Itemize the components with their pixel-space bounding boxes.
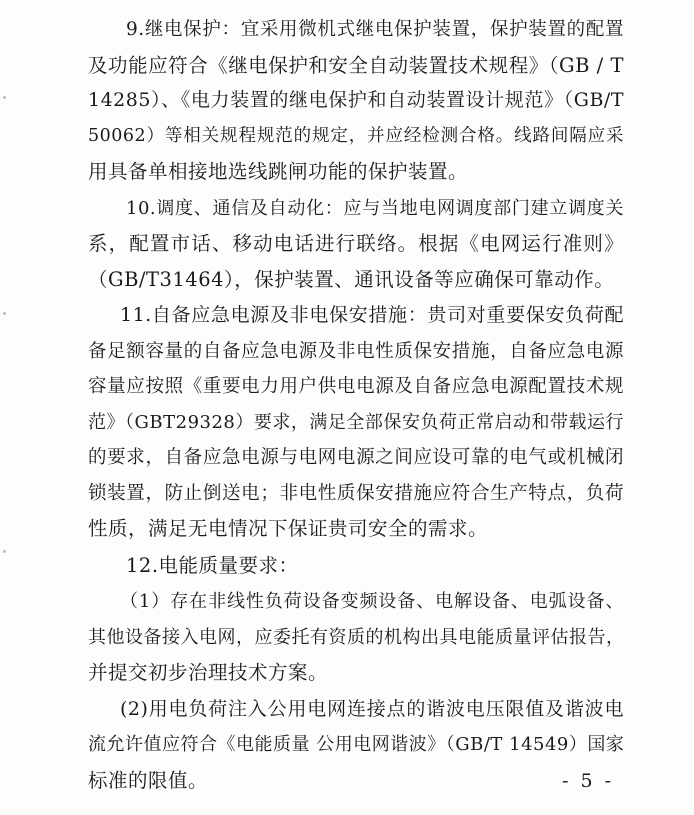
text-line: 范》（GBT29328）要求，满足全部保安负荷正常启动和带载运行 — [88, 411, 624, 433]
scan-artifact — [3, 96, 6, 99]
heading-power-quality — [88, 548, 624, 584]
text-line: 性质，满足无电情况下保证贵司安全的需求。 — [88, 517, 489, 540]
text-line: 备足额容量的自备应急电源及非电性质保安措施，自备应急电源 — [88, 340, 624, 362]
text-line: 锁装置，防止倒送电；非电性质保安措施应符合生产特点，负荷 — [88, 482, 624, 504]
text-line: (2)用电负荷注入公用电网连接点的谐波电压限值及谐波电 — [120, 697, 624, 720]
scan-artifact — [3, 312, 6, 315]
text-line: 并提交初步治理技术方案。 — [88, 661, 329, 684]
paragraph-relay-protection — [88, 12, 624, 190]
paragraph-power-quality-item-1 — [88, 584, 624, 691]
document-body — [88, 12, 624, 798]
text-line: 的要求，自备应急电源与电网电源之间应设可靠的电气或机械闭 — [88, 447, 624, 468]
text-line: 10.调度、通信及自动化：应与当地电网调度部门建立调度关 — [126, 197, 624, 219]
text-line: 标准的限值。 — [88, 768, 209, 792]
paragraph-emergency-power — [88, 298, 624, 547]
page-number: - 5 - — [561, 770, 614, 792]
text-line: 9.继电保护：宜采用微机式继电保护装置，保护装置的配置 — [126, 19, 624, 40]
text-line: 系，配置市话、移动电话进行联络。根据《电网运行准则》 — [88, 232, 624, 255]
text-line: （GB/T31464），保护装置、通讯设备等应确保可靠动作。 — [88, 267, 615, 291]
paragraph-dispatch-communication — [88, 191, 624, 298]
text-line: 14285）、《电力装置的继电保护和自动装置设计规范》（GB/T — [88, 89, 624, 111]
text-line: 流允许值应符合《电能质量 公用电网谐波》（GB/T 14549）国家 — [88, 734, 625, 755]
text-line: 12.电能质量要求： — [126, 553, 299, 577]
text-line: 11.自备应急电源及非电保安措施：贵司对重要保安负荷配 — [120, 304, 624, 326]
paragraph-power-quality-item-2 — [88, 692, 624, 799]
text-line: 及功能应符合《继电保护和安全自动装置技术规程》（GB / T — [88, 53, 624, 77]
text-line: 50062）等相关规程规范的规定，并应经检测合格。线路间隔应采 — [88, 125, 624, 146]
text-line: （1）存在非线性负荷设备变频设备、电解设备、电弧设备、 — [120, 591, 624, 612]
text-line: 容量应按照《重要电力用户供电电源及自备应急电源配置技术规 — [88, 376, 624, 397]
text-line: 其他设备接入电网，应委托有资质的机构出具电能质量评估报告， — [88, 626, 625, 648]
scan-artifact — [3, 550, 6, 553]
text-line: 用具备单相接地选线跳闸功能的保护装置。 — [88, 160, 469, 183]
